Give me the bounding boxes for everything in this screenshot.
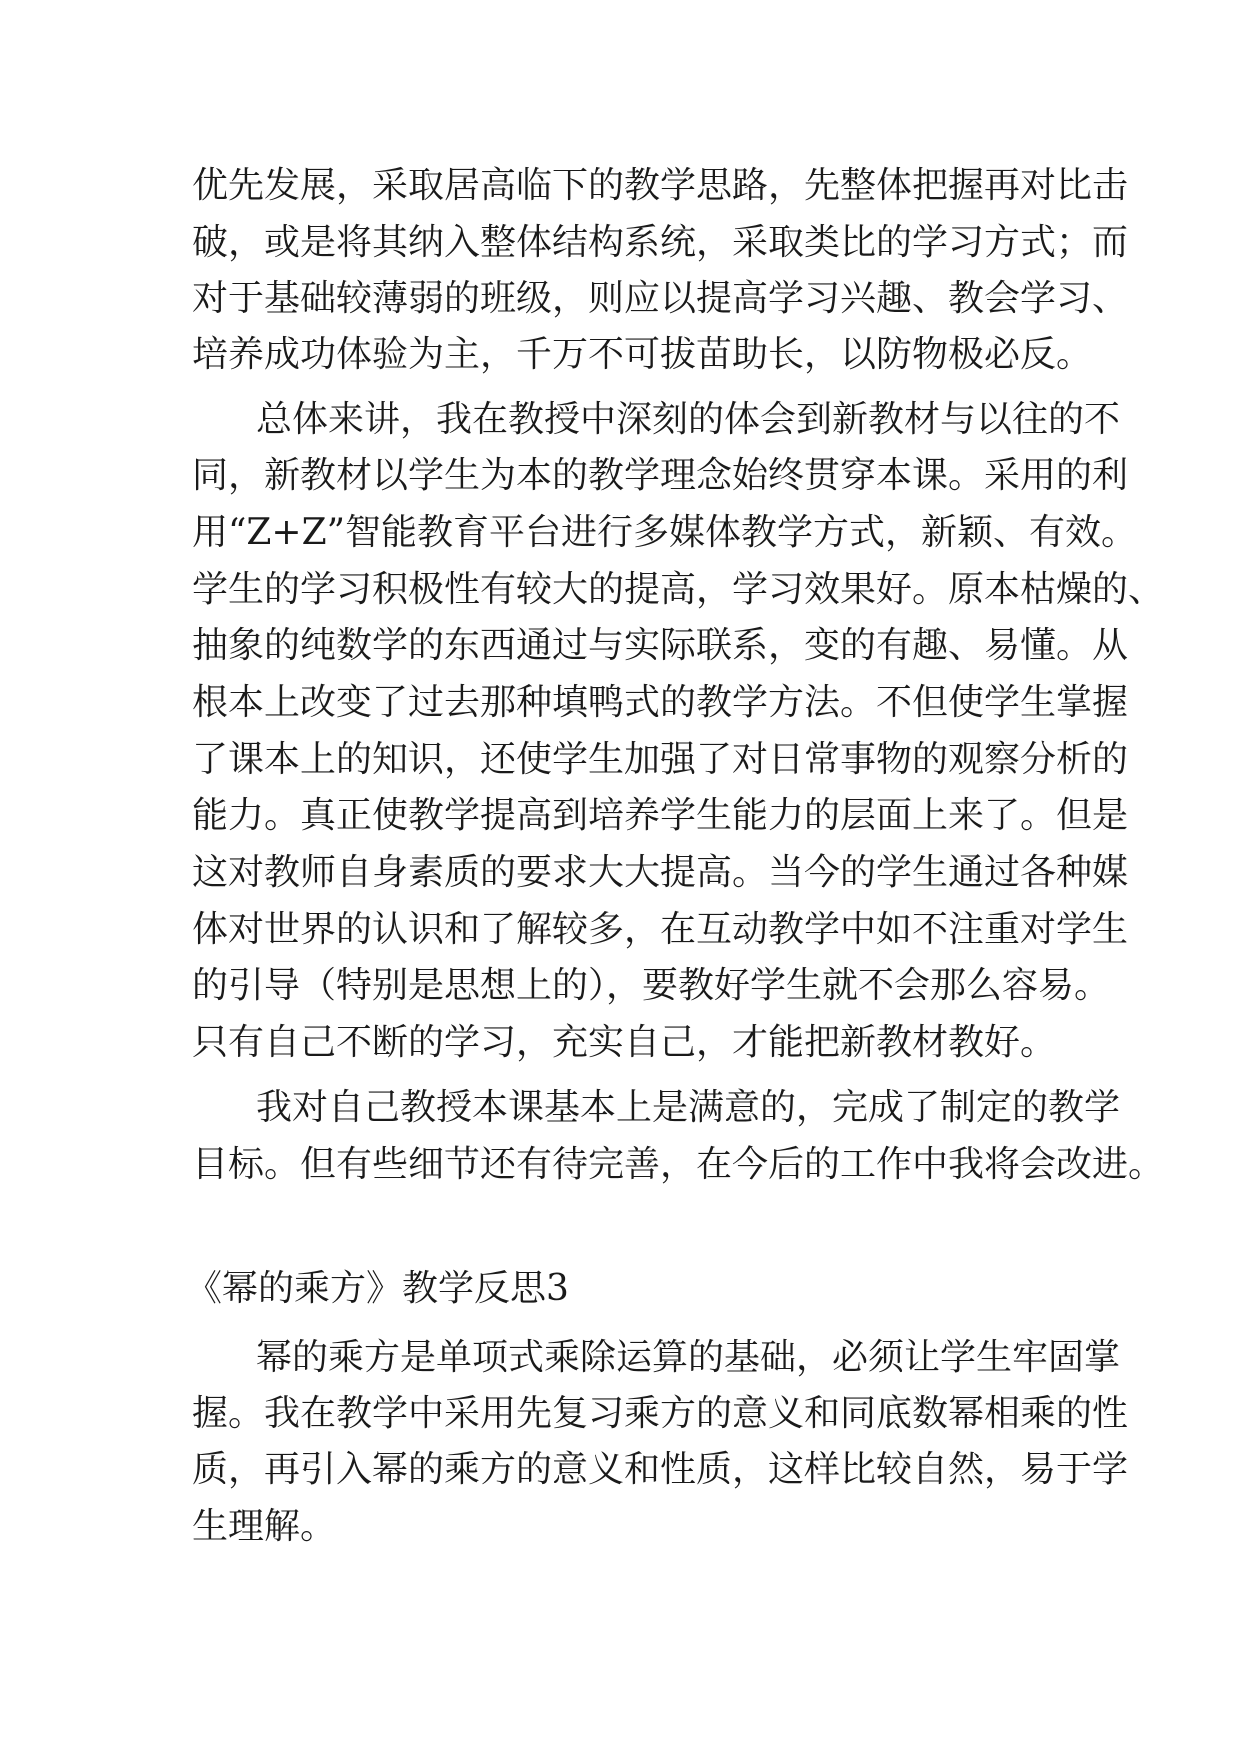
paragraph-2-line-11: 的引导（特别是思想上的），要教好学生就不会那么容易。 bbox=[192, 965, 1111, 1006]
paragraph-1-line-3: 对于基础较薄弱的班级，则应以提高学习兴趣、教会学习、 bbox=[192, 278, 1129, 319]
paragraph-2-line-4: 学生的学习积极性有较大的提高，学习效果好。原本枯燥的、 bbox=[192, 569, 1165, 610]
paragraph-2-line-2: 同，新教材以学生为本的教学理念始终贯穿本课。采用的利 bbox=[192, 455, 1129, 496]
paragraph-2-line-1: 总体来讲，我在教授中深刻的体会到新教材与以往的不 bbox=[256, 399, 1121, 440]
paragraph-2-line-7: 了课本上的知识，还使学生加强了对日常事物的观察分析的 bbox=[192, 739, 1129, 780]
paragraph-2-line-5: 抽象的纯数学的东西通过与实际联系，变的有趣、易懂。从 bbox=[192, 625, 1129, 666]
paragraph-1-line-4: 培养成功体验为主，千万不可拔苗助长，以防物极必反。 bbox=[192, 334, 1093, 375]
paragraph-4-line-1: 幂的乘方是单项式乘除运算的基础，必须让学生牢固掌 bbox=[256, 1337, 1121, 1378]
paragraph-2-line-3: 用“Z+Z”智能教育平台进行多媒体教学方式，新颖、有效。 bbox=[192, 512, 1138, 553]
paragraph-4-line-2: 握。我在教学中采用先复习乘方的意义和同底数幂相乘的性 bbox=[192, 1393, 1129, 1434]
paragraph-3-line-1: 我对自己教授本课基本上是满意的，完成了制定的教学 bbox=[256, 1087, 1121, 1128]
paragraph-2-line-9: 这对教师自身素质的要求大大提高。当今的学生通过各种媒 bbox=[192, 852, 1129, 893]
section-heading: 《幂的乘方》教学反思3 bbox=[186, 1268, 569, 1309]
paragraph-4-line-3: 质，再引入幂的乘方的意义和性质，这样比较自然，易于学 bbox=[192, 1449, 1129, 1490]
paragraph-3-line-2: 目标。但有些细节还有待完善，在今后的工作中我将会改进。 bbox=[192, 1144, 1165, 1185]
paragraph-2-line-8: 能力。真正使教学提高到培养学生能力的层面上来了。但是 bbox=[192, 795, 1129, 836]
paragraph-2-line-6: 根本上改变了过去那种填鸭式的教学方法。不但使学生掌握 bbox=[192, 682, 1129, 723]
paragraph-1-line-2: 破，或是将其纳入整体结构系统，采取类比的学习方式；而 bbox=[192, 222, 1129, 263]
paragraph-1-line-1: 优先发展，采取居高临下的教学思路，先整体把握再对比击 bbox=[192, 165, 1129, 206]
paragraph-2-line-10: 体对世界的认识和了解较多，在互动教学中如不注重对学生 bbox=[192, 909, 1129, 950]
paragraph-2-line-12: 只有自己不断的学习，充实自己，才能把新教材教好。 bbox=[192, 1022, 1057, 1063]
paragraph-4-line-4: 生理解。 bbox=[192, 1506, 337, 1547]
